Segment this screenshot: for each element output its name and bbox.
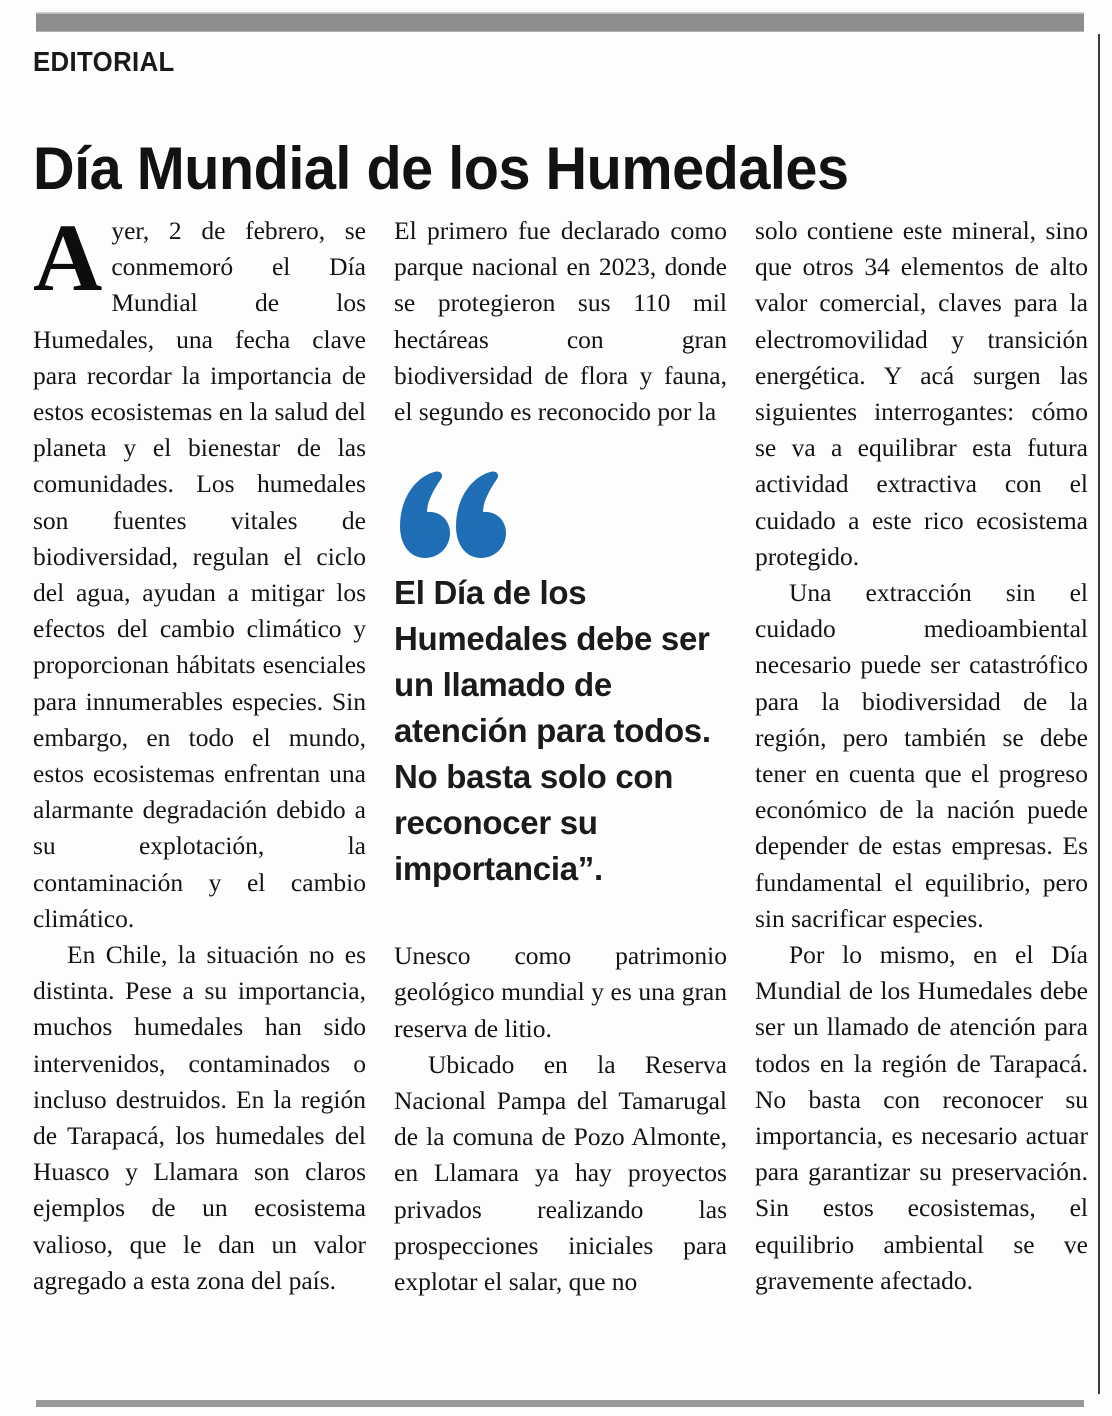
page-title: Día Mundial de los Humedales — [33, 135, 849, 203]
column-2 — [394, 213, 727, 1388]
column-3 — [755, 213, 1088, 1388]
paragraph-lead-text: yer, 2 de febrero, se conmemoró el Día Mundial de los Humedales, una fecha clave para recordar la importancia de estos ecosistemas en la salud del planeta y el bienestar de las comunidades. Los humedales son fuentes vitales de biodiversidad, regulan el ciclo del agua, ayudan a mitigar los efectos del cambio climático y proporcionan hábitats esenciales para innumerables especies. Sin embargo, en todo el mundo, estos ecosistemas enfrentan una alarmante degradación debido a su explotación, la contaminación y el cambio climático. — [33, 216, 366, 933]
paragraph-col3-2: Una extracción sin el cuidado medioambiental necesario puede ser catastrófico para la biodiversidad de la región, pero también se debe tener en cuenta que el progreso económico de la nación puede depender de estas empresas. Es fundamental el equilibrio, pero sin sacrificar especies. — [755, 578, 1088, 933]
section-kicker: EDITORIAL — [33, 46, 175, 77]
article-columns — [33, 204, 1088, 1388]
bottom-rule-bar — [36, 1400, 1084, 1407]
pull-quote-text: El Día de los Humedales debe ser un llamado de atención para todos. No basta solo con reconocer su importancia”. — [394, 574, 711, 888]
top-rule-bar — [36, 13, 1084, 32]
right-margin-rule — [1098, 34, 1100, 1394]
paragraph-lead — [33, 204, 366, 937]
double-quote-icon — [394, 470, 712, 566]
column-1 — [33, 204, 366, 1388]
pull-quote — [394, 470, 712, 892]
paragraph-col3-3: Por lo mismo, en el Día Mundial de los Humedales debe ser un llamado de atención para todos en la región de Tarapacá. No basta con reconocer su importancia, es necesario actuar para garantizar su preservación. Sin estos ecosistemas, el equilibrio ambiental se ve gravemente afectado. — [755, 940, 1088, 1295]
paragraph-col3-1: solo contiene este mineral, sino que otros 34 elementos de alto valor comercial, claves para la electromovilidad y transición energética. Y acá surgen las siguientes interrogantes: cómo se va a equilibrar esta futura actividad extractiva con el cuidado a este rico ecosistema protegido. — [755, 216, 1088, 571]
paragraph-col2-1: El primero fue declarado como parque nacional en 2023, donde se protegieron sus 110 mil hectáreas con gran biodiversidad de flora y fauna, el segundo es reconocido por la — [394, 216, 727, 427]
drop-cap: A — [33, 204, 103, 311]
paragraph-col2-3: Ubicado en la Reserva Nacional Pampa del Tamarugal de la comuna de Pozo Almonte, en Llamara ya hay proyectos privados realizando las prospecciones iniciales para explotar el salar, que no — [394, 1049, 727, 1297]
paragraph-col2-2: Unesco como patrimonio geológico mundial y es una gran reserva de litio. — [394, 941, 727, 1043]
paragraph-col1-2: En Chile, la situación no es distinta. Pese a su importancia, muchos humedales han sido intervenidos, contaminados o incluso destruidos. En la región de Tarapacá, los humedales del Huasco y Llamara son claros ejemplos de un ecosistema valioso, que le dan un valor agregado a esta zona del país. — [33, 940, 366, 1295]
